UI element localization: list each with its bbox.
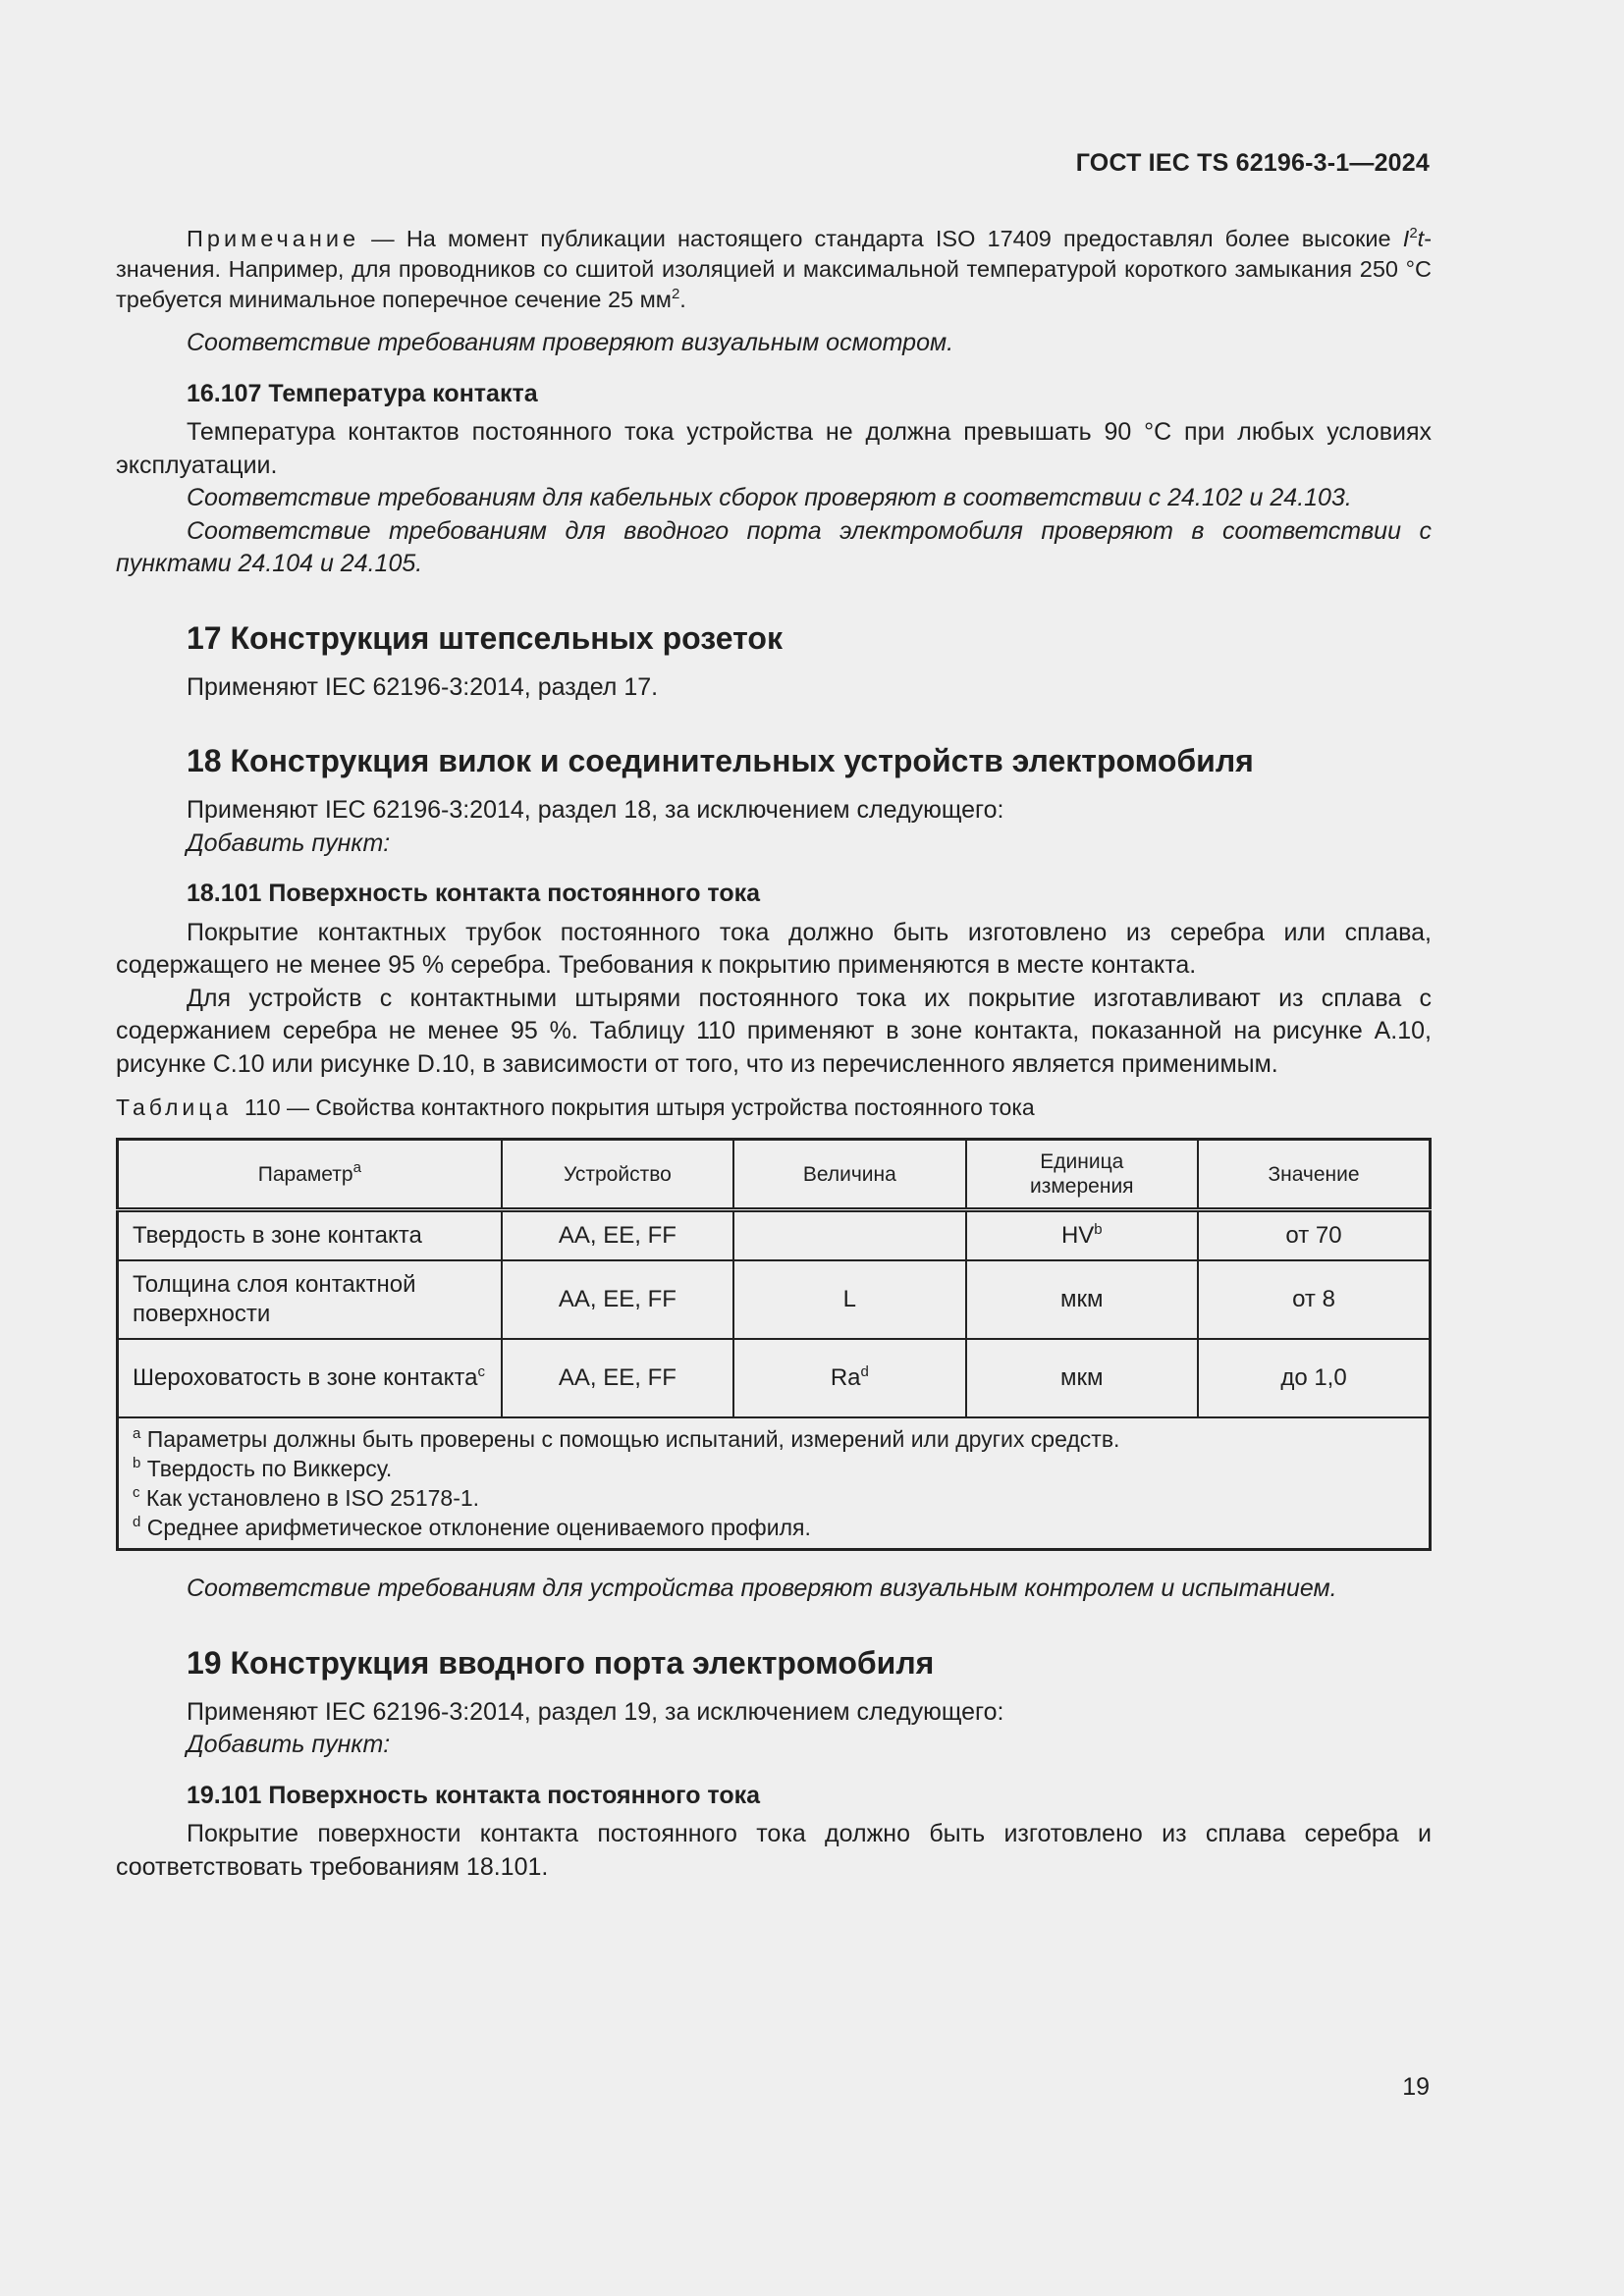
cell-quantity bbox=[733, 1210, 965, 1261]
section-18-101-p2: Для устройств с контактными штырями постоянного тока их покрытие изготавливают из сплава с содержанием серебра не менее 95 %. Таблицу 110 применяют в зоне контакта, показанной на рисунке А.10, рисунке С.10 или рисунке D.10, в зависимости от того, что из перечисленного является применимым. bbox=[116, 984, 1432, 1078]
section-16-107-title: 16.107 Температура контакта bbox=[187, 379, 538, 407]
table-row bbox=[118, 1339, 1431, 1417]
cell-value: до 1,0 bbox=[1198, 1339, 1430, 1417]
table-110-caption bbox=[116, 1093, 1432, 1122]
section-18-101-p1: Покрытие контактных трубок постоянного тока должно быть изготовлено из серебра или сплава, содержащего не менее 95 % серебра. Требования к покрытию применяются в месте контакта. bbox=[116, 918, 1432, 979]
page-content bbox=[116, 224, 1432, 1884]
table-row bbox=[118, 1210, 1431, 1261]
visual-check-paragraph: Соответствие требованиям проверяют визуальным осмотром. bbox=[187, 329, 954, 356]
cell-parameter: Твердость в зоне контакта bbox=[118, 1210, 502, 1261]
section-16-107-p1: Температура контактов постоянного тока устройства не должна превышать 90 °С при любых условиях эксплуатации. bbox=[116, 418, 1432, 479]
table-footnotes bbox=[118, 1417, 1431, 1550]
table-row bbox=[118, 1260, 1431, 1339]
note-sup: 2 bbox=[1409, 225, 1418, 241]
cell-parameter: Толщина слоя контактной поверхности bbox=[118, 1260, 502, 1339]
footnote-a: $^a$ Параметры должны быть проверены с помощью испытаний, измерений или других средств. bbox=[133, 1425, 1120, 1452]
header-device: Устройство bbox=[502, 1140, 733, 1210]
cell-quantity: Ra$^d$ bbox=[733, 1339, 965, 1417]
note-text-1: На момент публикации настоящего стандарта ISO 17409 предоставлял более высокие bbox=[406, 226, 1403, 251]
cell-value: от 70 bbox=[1198, 1210, 1430, 1261]
section-17-title: 17 Конструкция штепсельных розеток bbox=[187, 619, 783, 656]
section-18-p2: Добавить пункт: bbox=[187, 828, 391, 857]
cell-device: AA, EE, FF bbox=[502, 1260, 733, 1339]
section-16-107-p3: Соответствие требованиям для вводного порта электромобиля проверяют в соответствии с пунктами 24.104 и 24.105. bbox=[116, 516, 1432, 577]
note-text-2: -значения. Например, для проводников со сшитой изоляцией и максимальной температурой короткого замыкания 250 °С требуется минимальное поперечное сечение 25 мм bbox=[116, 226, 1433, 312]
standard-code-header: ГОСТ IEC TS 62196-3-1—2024 bbox=[1075, 149, 1430, 177]
page-number: 19 bbox=[1402, 2073, 1430, 2101]
table-caption-text: 110 — Свойства контактного покрытия штыря устройства постоянного тока bbox=[244, 1095, 1035, 1120]
header-quantity: Величина bbox=[733, 1140, 965, 1210]
section-19-title: 19 Конструкция вводного порта электромобиля bbox=[187, 1644, 935, 1681]
section-18-title: 18 Конструкция вилок и соединительных устройств электромобиля bbox=[187, 743, 1254, 778]
header-unit: Единица измерения bbox=[966, 1140, 1198, 1210]
cell-device: AA, EE, FF bbox=[502, 1210, 733, 1261]
section-19-p1: Применяют IEC 62196-3:2014, раздел 19, за исключением следующего: bbox=[187, 1697, 1004, 1726]
note-var-t: t bbox=[1417, 226, 1425, 251]
cell-unit: мкм bbox=[966, 1260, 1198, 1339]
footnote-b: $^b$ Твердость по Виккерсу. bbox=[133, 1455, 393, 1481]
cell-value: от 8 bbox=[1198, 1260, 1430, 1339]
section-19-101-title: 19.101 Поверхность контакта постоянного тока bbox=[187, 1781, 761, 1809]
note-sup-2: 2 bbox=[671, 286, 680, 302]
section-16-107-p2: Соответствие требованиям для кабельных сборок проверяют в соответствии с 24.102 и 24.103. bbox=[187, 484, 1352, 511]
header-parameter: Параметр$^a$ bbox=[118, 1140, 502, 1210]
note-dash: — bbox=[359, 226, 406, 251]
table-110 bbox=[116, 1138, 1432, 1551]
footnote-c: $^c$ Как установлено в ISO 25178-1. bbox=[133, 1484, 480, 1511]
table-footnotes-row bbox=[118, 1417, 1431, 1550]
section-19-101-p1: Покрытие поверхности контакта постоянного тока должно быть изготовлено из сплава серебра и соответствовать требованиям 18.101. bbox=[116, 1820, 1432, 1881]
section-17-p1: Применяют IEC 62196-3:2014, раздел 17. bbox=[187, 672, 659, 701]
section-19-p2: Добавить пункт: bbox=[187, 1731, 391, 1758]
header-value: Значение bbox=[1198, 1140, 1430, 1210]
cell-quantity: L bbox=[733, 1260, 965, 1339]
cell-unit: $HV^b$ bbox=[966, 1210, 1198, 1261]
footnote-d: $^d$ Среднее арифметическое отклонение оцениваемого профиля. bbox=[133, 1514, 811, 1540]
cell-parameter: Шероховатость в зоне контакта$^c$ bbox=[118, 1339, 502, 1417]
section-18-compliance: Соответствие требованиям для устройства проверяют визуальным контролем и испытанием. bbox=[187, 1575, 1337, 1602]
cell-device: AA, EE, FF bbox=[502, 1339, 733, 1417]
table-caption-label: Таблица bbox=[116, 1095, 233, 1120]
note-label: Примечание bbox=[187, 226, 360, 251]
note-paragraph bbox=[116, 224, 1432, 315]
table-header-row bbox=[118, 1140, 1431, 1210]
cell-unit: мкм bbox=[966, 1339, 1198, 1417]
section-18-p1: Применяют IEC 62196-3:2014, раздел 18, за исключением следующего: bbox=[187, 796, 1004, 824]
note-text-3: . bbox=[679, 287, 686, 312]
section-18-101-title: 18.101 Поверхность контакта постоянного тока bbox=[187, 880, 761, 907]
note-var-i: I bbox=[1402, 226, 1410, 251]
